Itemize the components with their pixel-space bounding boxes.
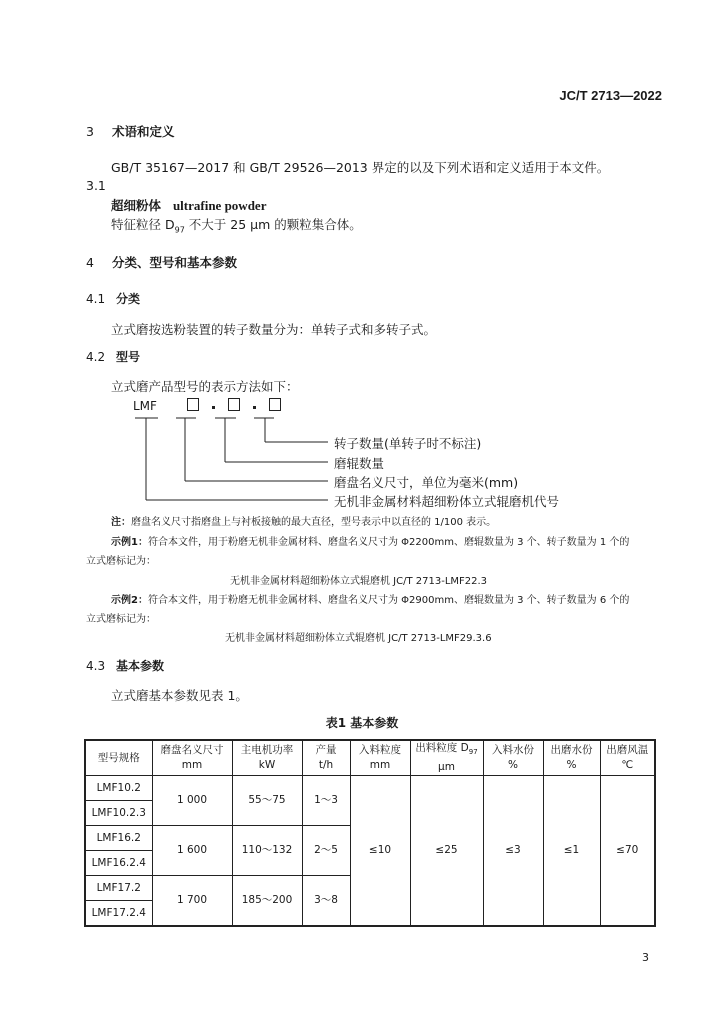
disc-size-cell: 1 700 [152,876,232,927]
section-4-title: 分类、型号和基本参数 [112,255,238,270]
section-4-2-heading: 4.2 型号 [86,350,141,364]
standard-code: JC/T 2713—2022 [559,88,662,103]
output-cell: 1～3 [302,776,350,826]
page-number: 3 [642,951,649,964]
rotor-count-label: 转子数量(单转子时不标注) [334,436,482,451]
output-cell: 2～5 [302,826,350,876]
example-1-line-2: 立式磨标记为： [86,556,156,567]
term-number: 3.1 [86,178,106,193]
header-disc-size: 磨盘名义尺寸 mm [152,740,232,776]
air-temperature-cell: ≤70 [600,776,655,927]
header-motor-power: 主电机功率 kW [232,740,302,776]
output-moisture-cell: ≤1 [543,776,600,927]
table-row [85,776,655,801]
header-air-temperature: 出磨风温 ℃ [600,740,655,776]
header-output-moisture: 出磨水份 % [543,740,600,776]
section-4-2-text: 立式磨产品型号的表示方法如下： [111,379,299,394]
header-product-size: 出料粒度 $D_{97}$ μm [410,740,483,776]
model-prefix: LMF [133,399,157,413]
disc-size-cell: 1 600 [152,826,232,876]
section-4-3-text: 立式磨基本参数见表 1。 [111,688,248,703]
table-caption: 表1 基本参数 [325,716,399,730]
section-4-1-text: 立式磨按选粉装置的转子数量分为：单转子式和多转子式。 [111,322,437,337]
model-note: 注：磨盘名义尺寸指磨盘上与衬板接触的最大直径，型号表示中以直径的 1/100 表示。 [111,517,497,528]
output-cell: 3～8 [302,876,350,927]
model-cell: LMF10.2.3 [85,801,152,826]
parameters-table [84,739,656,927]
example-2: 示例2：符合本文件，用于粉磨无机非金属材料、磨盘名义尺寸为 Φ2900mm、磨辊数量为 3 个、转子数量为 6 个的 [111,595,630,606]
disc-size-label: 磨盘名义尺寸，单位为毫米(mm) [334,475,519,490]
feed-moisture-cell: ≤3 [483,776,543,927]
table-header-row [85,740,655,776]
product-size-cell: ≤25 [410,776,483,927]
term-en: ultrafine powder [172,198,267,213]
section-4-1-heading: 4.1 分类 [86,292,141,306]
example-1-mark: 无机非金属材料超细粉体立式辊磨机 JC/T 2713-LMF22.3 [230,576,488,587]
roller-count-label: 磨辊数量 [334,456,385,471]
motor-power-cell: 110～132 [232,826,302,876]
model-cell: LMF10.2 [85,776,152,801]
section-3-title: 术语和定义 [112,124,175,139]
term-definition: 特征粒径 $D_{97}$ 不大于 25 μm 的颗粒集合体。 [111,217,362,235]
section-4-3-heading: 4.3 基本参数 [86,659,165,673]
section-4-heading: 4 分类、型号和基本参数 [86,255,238,270]
header-output: 产量 t/h [302,740,350,776]
model-cell: LMF16.2.4 [85,851,152,876]
motor-power-cell: 55～75 [232,776,302,826]
example-2-line-2: 立式磨标记为： [86,614,156,625]
feed-size-cell: ≤10 [350,776,410,927]
term-cn: 超细粉体 [111,198,162,213]
motor-power-cell: 185～200 [232,876,302,927]
header-model: 型号规格 [85,740,152,776]
model-prefix-label: 无机非金属材料超细粉体立式辊磨机代号 [334,494,560,509]
model-cell: LMF17.2.4 [85,901,152,927]
header-feed-moisture: 入料水份 % [483,740,543,776]
header-feed-size: 入料粒度 mm [350,740,410,776]
example-2-mark: 无机非金属材料超细粉体立式辊磨机 JC/T 2713-LMF29.3.6 [225,633,492,644]
model-cell: LMF17.2 [85,876,152,901]
example-1: 示例1：符合本文件，用于粉磨无机非金属材料、磨盘名义尺寸为 Φ2200mm、磨辊数量为 3 个、转子数量为 1 个的 [111,537,630,548]
model-cell: LMF16.2 [85,826,152,851]
section-3-heading: 3 术语和定义 [86,124,175,139]
section-3-intro: GB/T 35167—2017 和 GB/T 29526—2013 界定的以及下列术语和定义适用于本文件。 [111,160,610,175]
disc-size-cell: 1 000 [152,776,232,826]
